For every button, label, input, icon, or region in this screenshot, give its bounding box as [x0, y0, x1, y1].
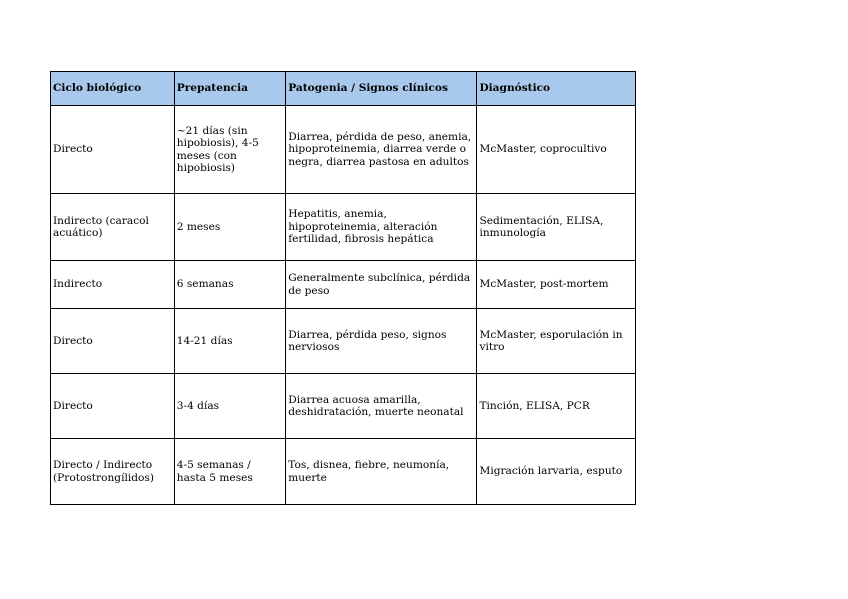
cell-ciclo: Indirecto — [51, 261, 175, 309]
cell-patogenia: Diarrea, pérdida peso, signos nerviosos — [286, 309, 477, 374]
cell-diagnostico: McMaster, coprocultivo — [477, 106, 636, 194]
cell-ciclo: Directo / Indirecto (Protostrongílidos) — [51, 439, 175, 505]
table-row — [51, 106, 636, 194]
cell-diagnostico: Migración larvaria, esputo — [477, 439, 636, 505]
cell-ciclo: Directo — [51, 309, 175, 374]
cell-diagnostico: McMaster, post-mortem — [477, 261, 636, 309]
header-cell-prepatencia: Prepatencia — [174, 72, 285, 106]
cell-patogenia: Diarrea, pérdida de peso, anemia, hipoproteinemia, diarrea verde o negra, diarrea pastosa en adultos — [286, 106, 477, 194]
cell-prepatencia: 14-21 días — [174, 309, 285, 374]
cell-diagnostico: Tinción, ELISA, PCR — [477, 374, 636, 439]
header-cell-diagnostico: Diagnóstico — [477, 72, 636, 106]
cell-prepatencia: 4-5 semanas / hasta 5 meses — [174, 439, 285, 505]
cell-prepatencia: 6 semanas — [174, 261, 285, 309]
cell-diagnostico: McMaster, esporulación in vitro — [477, 309, 636, 374]
table-header-row — [51, 72, 636, 106]
cell-ciclo: Directo — [51, 374, 175, 439]
table-row — [51, 439, 636, 505]
cell-patogenia: Hepatitis, anemia, hipoproteinemia, alteración fertilidad, fibrosis hepática — [286, 194, 477, 261]
cell-ciclo: Indirecto (caracol acuático) — [51, 194, 175, 261]
cell-prepatencia: 2 meses — [174, 194, 285, 261]
table-row — [51, 194, 636, 261]
header-cell-ciclo: Ciclo biológico — [51, 72, 175, 106]
parasite-summary-table — [50, 71, 636, 505]
table-row — [51, 374, 636, 439]
cell-prepatencia: ~21 días (sin hipobiosis), 4-5 meses (con hipobiosis) — [174, 106, 285, 194]
header-cell-patogenia: Patogenia / Signos clínicos — [286, 72, 477, 106]
cell-ciclo: Directo — [51, 106, 175, 194]
cell-prepatencia: 3-4 días — [174, 374, 285, 439]
cell-patogenia: Generalmente subclínica, pérdida de peso — [286, 261, 477, 309]
cell-patogenia: Tos, disnea, fiebre, neumonía, muerte — [286, 439, 477, 505]
table-row — [51, 261, 636, 309]
table-row — [51, 309, 636, 374]
cell-diagnostico: Sedimentación, ELISA, inmunología — [477, 194, 636, 261]
cell-patogenia: Diarrea acuosa amarilla, deshidratación, muerte neonatal — [286, 374, 477, 439]
